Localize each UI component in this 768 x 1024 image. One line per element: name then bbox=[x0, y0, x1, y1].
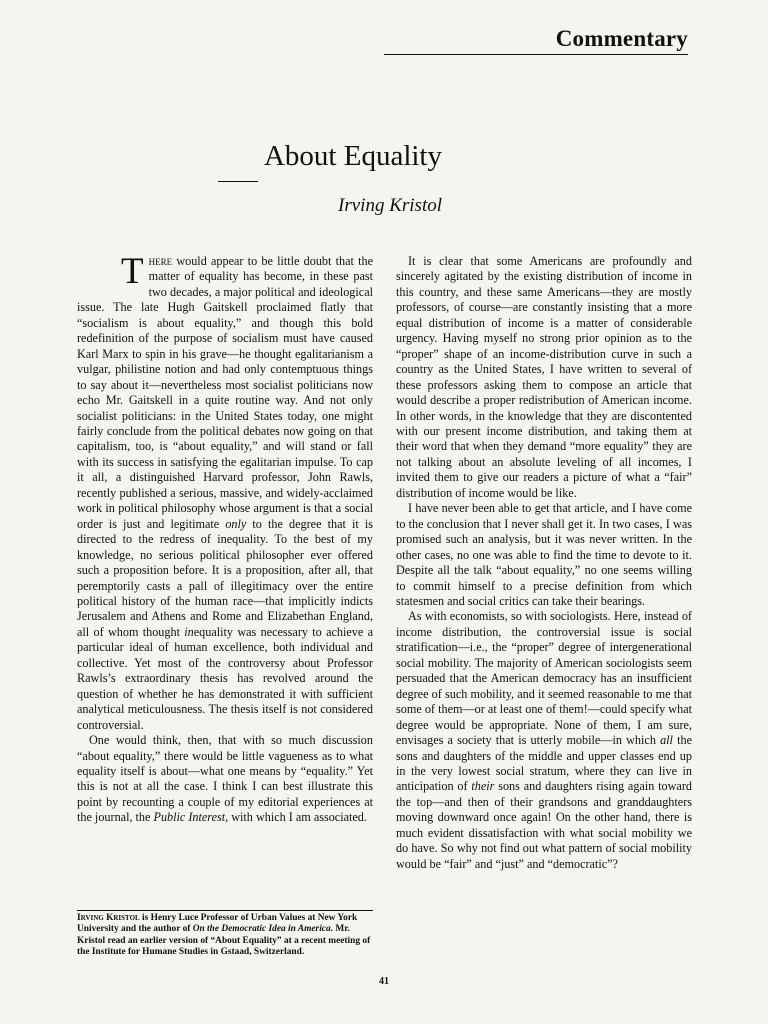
section-heading: Commentary bbox=[555, 26, 688, 51]
left-paragraph-2: One would think, then, that with so much discussion “about equality,” there would be little vagueness as to what equality itself is about—what one means by “equality.” Yet this is not at all the case. I think I can best illustrate this point by recounting a couple of my editorial experiences at the journal, the Public Interest, with which I am associated. bbox=[77, 733, 373, 825]
left-column bbox=[77, 251, 373, 826]
section-rule bbox=[384, 54, 688, 55]
left-paragraph-1: There would appear to be little doubt that the matter of equality has become, in these past two decades, a major political and ideological issue. The late Hugh Gaitskell proclaimed flatly that “socialism is about equality,” and though this bold redefinition of the purpose of socialism must have caused Karl Marx to spin in his grave—he thought egalitarianism a vulgar, philistine notion and had only contemptuous things to say about it—nevertheless most socialist politicians now echo Mr. Gaitskell in a quite routine way. And not only socialist politicians: in the United States today, one might fairly conclude from the political debates now going on that capitalism, too, is “about equality,” and will stand or fall with its success in satisfying the egalitarian impulse. To cap it all, a distinguished Harvard professor, John Rawls, recently published a serious, massive, and widely-acclaimed work in political philosophy whose argument is that a social order is just and legitimate only to the degree that it is directed to the redress of inequality. To the best of my knowledge, no serious political philosopher ever offered such a proposition before. It is a proposition, after all, that peremptorily casts a pall of illegitimacy over the entire political history of the human race—that implicitly indicts Jerusalem and Athens and Rome and Elizabethan England, all of whom thought inequality was necessary to achieve a particular ideal of human excellence, both individual and collective. Yet most of the controversy about Professor Rawls’s extraordinary thesis has revolved around the question of whether he has demonstrated it with sufficient analytical meticulousness. The thesis itself is not considered controversial. bbox=[77, 251, 373, 732]
right-paragraph-1: It is clear that some Americans are profoundly and sincerely agitated by the existing distribution of income in this country, and these same Americans—they are mostly professors, of course—are constantly insisting that a more equal distribution of income is a matter of considerable urgency. Having myself no strong prior opinion as to the “proper” shape of an income-distribution curve in such a country as the United States, I have written to several of these professors asking them to compose an article that would describe a proper redistribution of American income. In other words, in the knowledge that they are discontented with our present income distribution, and taking them at their word that when they demand “more equality” they are not talking about an absolute leveling of all incomes, I invited them to give our readers a picture of what a “fair” distribution of income would be like. bbox=[396, 254, 692, 500]
author-footnote: Irving Kristol is Henry Luce Professor of Urban Values at New York University and the author of On the Democratic Idea in America. Mr. Kristol read an earlier version of “About Equality” at a recent meeting of the Institute for Humane Studies in Gstaad, Switzerland. bbox=[77, 913, 371, 957]
footnote-rule bbox=[77, 910, 373, 911]
article-title: About Equality bbox=[263, 140, 442, 172]
drop-cap: T bbox=[121, 251, 144, 292]
title-rule bbox=[218, 181, 258, 182]
right-paragraph-3: As with economists, so with sociologists. Here, instead of income distribution, the controversial issue is social stratification—i.e., the “proper” degree of intergenerational social mobility. The majority of American sociologists seem persuaded that the American democracy has an insufficient degree of such mobility, and it seemed reasonable to me that some of them—or at least one of them!—could specify what degree would be appropriate. None of them, I am sure, envisages a society that is utterly mobile—in which all the sons and daughters of the middle and upper classes end up in the very lowest social stratum, where they can live in anticipation of their sons and daughters rising again toward the top—and then of their grandsons and granddaughters moving downward once again! On the other hand, there is much evident dissatisfaction with what social mobility we do have. So why not find out what pattern of social mobility would be “fair” and “just” and “democratic”? bbox=[396, 609, 692, 871]
lead-in: here bbox=[148, 254, 173, 268]
author-byline: Irving Kristol bbox=[338, 195, 442, 216]
page-number: 41 bbox=[379, 976, 389, 987]
right-column bbox=[396, 254, 692, 872]
right-paragraph-2: I have never been able to get that article, and I have come to the conclusion that I never shall get it. In two cases, I was promised such an analysis, but it was never written. In the other cases, no one was able to find the time to devote to it. Despite all the talk “about equality,” no one seems willing to commit himself to a precise definition from which statesmen and social critics can take their bearings. bbox=[396, 501, 692, 608]
